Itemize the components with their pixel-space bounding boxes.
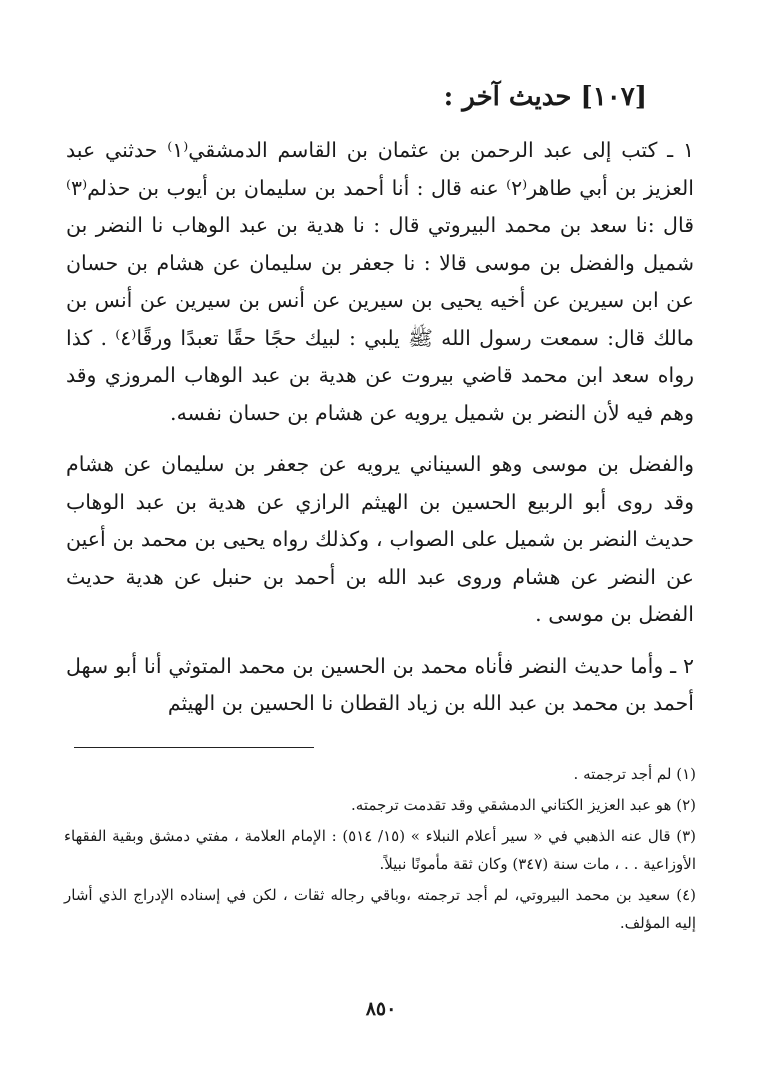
page-number: ٨٥٠ xyxy=(365,998,397,1020)
footnote-3: (٣) قال عنه الذهبي في « سير أعلام النبلاء » (١٥/ ٥١٤) : الإمام العلامة ، مفتي دمشق وبقية الفقهاء الأوزاعية . . ، مات سنة (٣٤٧) وكان ثقة مأمونًا نبيلاً. xyxy=(64,827,696,873)
paragraph-3: ٢ ـ وأما حديث النضر فأناه محمد بن الحسين بن محمد المتوثي أنا أبو سهل أحمد بن محمد بن عبد الله بن زياد القطان نا الحسين بن الهيثم xyxy=(66,653,694,715)
footnotes xyxy=(64,760,696,940)
footnote-4: (٤) سعيد بن محمد البيروتي، لم أجد ترجمته ،وباقي رجاله ثقات ، لكن في إسناده الإدراج الذي أشار إليه المؤلف. xyxy=(64,886,696,932)
hadith-heading: [١٠٧] حديث آخر : xyxy=(443,82,647,112)
paragraph-2: والفضل بن موسى وهو السيناني يرويه عن جعفر بن سليمان عن هشام وقد روى أبو الربيع الحسين بن الهيثم الرازي عن هدية بن عبد الوهاب حديث النضر بن شميل على الصواب ، وكذلك رواه يحيى بن محمد بن أعين عن النضر عن هشام وروى عبد الله بن أحمد بن حنبل عن هدية حديث الفضل بن موسى . xyxy=(66,452,694,626)
footnote-1: (١) لم أجد ترجمته . xyxy=(573,765,696,783)
footnote-separator xyxy=(74,747,314,748)
main-text xyxy=(66,132,694,723)
paragraph-1: ١ ـ كتب إلى عبد الرحمن بن عثمان بن القاسم الدمشقي⁽١⁾ حدثني عبد العزيز بن أبي طاهر⁽٢⁾ عنه قال : أنا أحمد بن سليمان بن أيوب بن حذلم⁽٣⁾ قال :نا سعد بن محمد البيروتي قال : نا هدية بن عبد الوهاب نا النضر بن شميل والفضل بن موسى قالا : نا جعفر بن سليمان عن هشام بن حسان عن ابن سيرين عن أخيه يحيى بن سيرين عن أنس بن سيرين عن أنس بن مالك قال: سمعت رسول الله ﷺ يلبي : لبيك حجًا حقًا تعبدًا ورقًا⁽٤⁾ . كذا رواه سعد ابن محمد قاضي بيروت عن هدية بن عبد الوهاب المروزي وقد وهم فيه لأن النضر بن شميل يرويه عن هشام بن حسان نفسه. xyxy=(66,138,694,425)
footnote-2: (٢) هو عبد العزيز الكتاني الدمشقي وقد تقدمت ترجمته. xyxy=(351,796,696,814)
